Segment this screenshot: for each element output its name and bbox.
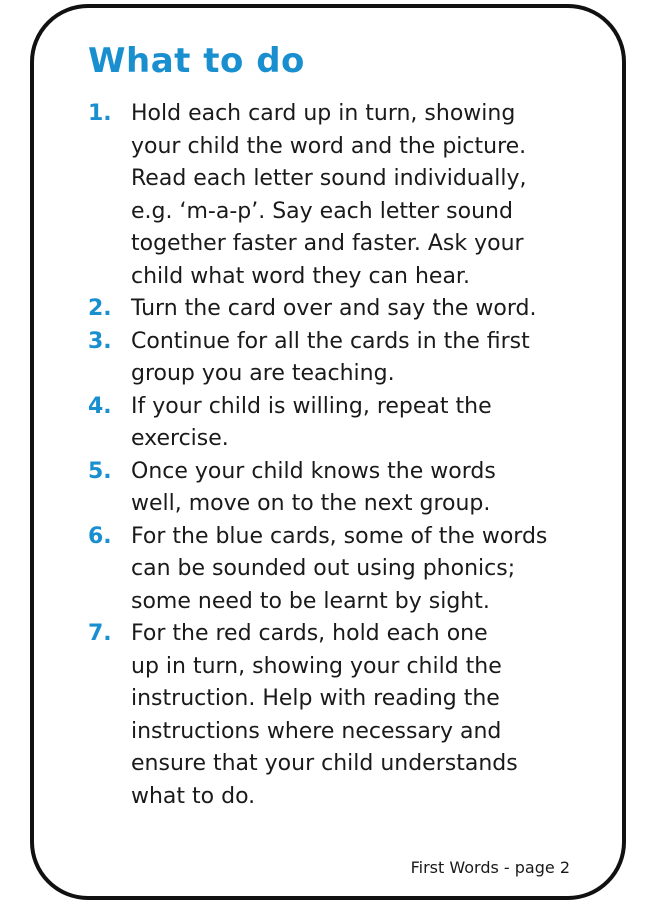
step-text: For the blue cards, some of the words can be sounded out using phonics; some need to be learnt by sight. <box>131 523 548 614</box>
step-text: Continue for all the cards in the first group you are teaching. <box>131 328 530 386</box>
step-text: Hold each card up in turn, showing your child the word and the picture. Read each letter sound individually, e.g. ‘m-a-p’. Say each letter sound together faster and faster. Ask your child what word they can hear. <box>131 101 527 289</box>
step-number: 6. <box>88 523 112 549</box>
list-item <box>88 293 588 326</box>
step-text: For the red cards, hold each one up in turn, showing your child the instruction. Help with reading the instructions where necessary and ensure that your child understands what to do. <box>131 621 518 809</box>
step-number: 3. <box>88 328 112 354</box>
step-text: Turn the card over and say the word. <box>131 296 537 321</box>
step-text: If your child is willing, repeat the exercise. <box>131 393 492 451</box>
list-item <box>88 391 588 456</box>
list-item <box>88 456 588 521</box>
list-item <box>88 326 588 391</box>
step-text: Once your child knows the words well, move on to the next group. <box>131 458 496 516</box>
steps-list <box>88 98 588 813</box>
step-number: 5. <box>88 458 112 484</box>
step-number: 2. <box>88 296 112 321</box>
list-item <box>88 618 588 813</box>
step-number: 7. <box>88 621 112 646</box>
page-footer: First Words - page 2 <box>410 858 570 877</box>
step-number: 4. <box>88 393 112 419</box>
list-item <box>88 521 588 619</box>
step-number: 1. <box>88 101 112 126</box>
page-title: What to do <box>88 41 305 81</box>
list-item <box>88 98 588 293</box>
